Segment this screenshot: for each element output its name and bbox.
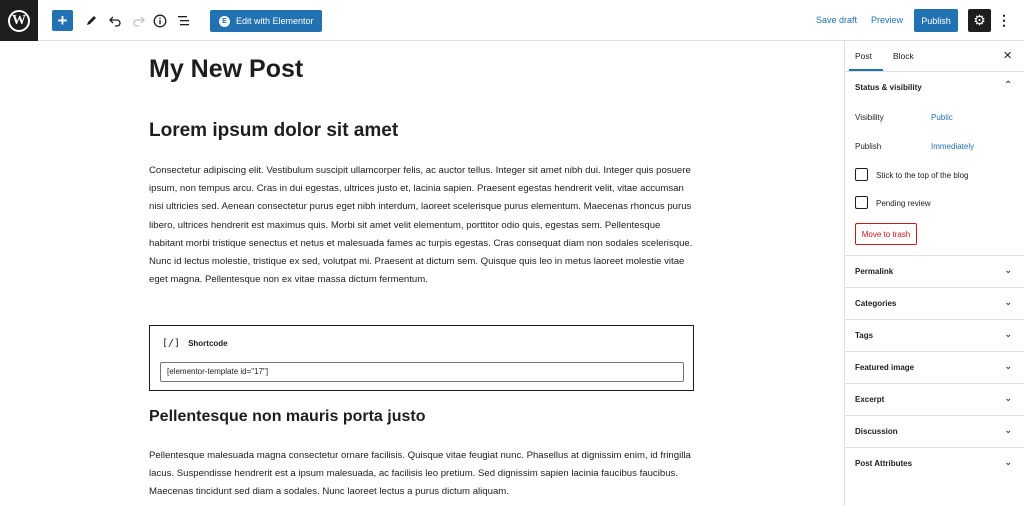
panel-title: Tags xyxy=(855,331,874,340)
wordpress-icon: W xyxy=(8,10,30,32)
chevron-down-icon: ⌄ xyxy=(1004,393,1013,404)
close-icon: ✕ xyxy=(1003,50,1013,62)
undo-button[interactable] xyxy=(106,10,124,31)
more-options-button[interactable] xyxy=(998,10,1010,31)
sticky-checkbox[interactable] xyxy=(855,168,868,181)
panel-title: Excerpt xyxy=(855,395,885,404)
panel-title: Categories xyxy=(855,299,897,308)
publish-date-link[interactable]: Immediately xyxy=(931,142,975,151)
settings-button[interactable] xyxy=(968,9,991,32)
close-sidebar-button[interactable] xyxy=(1003,49,1012,62)
tags-panel-toggle[interactable] xyxy=(845,320,1024,352)
pencil-icon xyxy=(85,14,98,27)
publish-label: Publish xyxy=(855,142,882,151)
edit-with-elementor-button[interactable] xyxy=(210,10,322,32)
sticky-label: Stick to the top of the blog xyxy=(876,171,969,180)
preview-button[interactable]: Preview xyxy=(871,15,904,25)
shortcode-input[interactable]: [elementor-template id="17"] xyxy=(160,362,684,382)
chevron-down-icon: ⌄ xyxy=(1004,457,1013,468)
info-icon xyxy=(153,14,167,28)
status-visibility-title: Status & visibility xyxy=(855,83,922,92)
paragraph-block[interactable]: Consectetur adipiscing elit. Vestibulum suscipit ullamcorper felis, ac auctor tellus. Integer sit amet nibh dui. Integer quis posuere ipsum, non tempus arcu. Cras in dui egestas, ultrices justo et, lacinia sapien. Praesent egestas hendrerit velit, vitae accumsan nisi ultricies sed. Aenean consectetur purus eget nibh interdum, laoreet scelerisque purus elementum. Maecenas rhoncus purus libero, ultrices hendrerit est maximus quis. Morbi sit amet velit elementum, porttitor odio quis, egestas sem. Pellentesque habitant morbi tristique senectus et netus et malesuada fames ac turpis egestas. Cras consequat diam non sodales scelerisque. Nunc id lectus molestie, tristique ex sed, volutpat mi. Praesent at dictum sem. Quisque quis leo in metus laoreet molestie vitae eget magna. Pellentesque non ex vitae massa dictum fermentum. xyxy=(149,165,693,286)
list-view-icon xyxy=(177,14,191,27)
panel-title: Post Attributes xyxy=(855,459,913,468)
gear-icon: ⚙ xyxy=(973,12,986,28)
tab-post[interactable]: Post xyxy=(855,51,873,61)
plus-icon: + xyxy=(57,10,68,30)
featured-image-panel-toggle[interactable] xyxy=(845,352,1024,384)
redo-icon xyxy=(132,14,145,27)
shortcode-icon: [/] xyxy=(162,338,181,349)
settings-sidebar xyxy=(844,41,1024,506)
shortcode-block[interactable] xyxy=(149,325,694,391)
redo-button[interactable] xyxy=(129,10,147,31)
chevron-down-icon: ⌄ xyxy=(1004,329,1013,340)
excerpt-panel-toggle[interactable] xyxy=(845,384,1024,416)
panel-title: Permalink xyxy=(855,267,894,276)
add-block-button[interactable] xyxy=(52,10,73,31)
panel-title: Discussion xyxy=(855,427,898,436)
undo-icon xyxy=(109,14,122,27)
chevron-down-icon: ⌄ xyxy=(1004,361,1013,372)
shortcode-block-header xyxy=(162,338,228,349)
tools-button[interactable] xyxy=(82,10,100,31)
pending-review-label: Pending review xyxy=(876,199,931,208)
active-tab-indicator xyxy=(849,69,883,71)
edit-with-elementor-label: Edit with Elementor xyxy=(236,16,314,26)
pending-review-checkbox[interactable] xyxy=(855,196,868,209)
vertical-ellipsis-icon: ⋮ xyxy=(997,12,1011,28)
heading-block[interactable]: Lorem ipsum dolor sit amet xyxy=(149,120,399,141)
chevron-down-icon: ⌄ xyxy=(1004,265,1013,276)
shortcode-block-label: Shortcode xyxy=(188,339,228,348)
editor-canvas xyxy=(0,41,845,506)
permalink-panel-toggle[interactable] xyxy=(845,256,1024,288)
save-draft-button[interactable]: Save draft xyxy=(816,15,858,25)
editor-toolbar xyxy=(0,0,1024,41)
paragraph-block[interactable]: Pellentesque malesuada magna consectetur ornare facilisis. Quisque vitae feugiat nunc. Phasellus at dignissim enim, id fringilla lacus. Suspendisse hendrerit est a ipsum malesuada, ac facilisis leo pretium. Sed dignissim sapien lacinia faucibus faucibus. Maecenas tincidunt sed diam a sodales. Nunc laoreet lectus a purus dictum aliquam. xyxy=(149,450,691,498)
heading-block[interactable]: Pellentesque non mauris porta justo xyxy=(149,408,426,425)
list-view-button[interactable] xyxy=(175,10,193,31)
chevron-down-icon: ⌄ xyxy=(1004,425,1013,436)
categories-panel-toggle[interactable] xyxy=(845,288,1024,320)
panel-title: Featured image xyxy=(855,363,915,372)
tab-block[interactable]: Block xyxy=(893,51,914,61)
elementor-icon: E xyxy=(219,16,230,27)
move-to-trash-button[interactable]: Move to trash xyxy=(855,223,917,245)
post-attributes-panel-toggle[interactable] xyxy=(845,448,1024,480)
wordpress-logo-button[interactable] xyxy=(0,0,38,41)
visibility-value-link[interactable]: Public xyxy=(931,113,953,122)
discussion-panel-toggle[interactable] xyxy=(845,416,1024,448)
post-title[interactable]: My New Post xyxy=(149,55,304,83)
chevron-up-icon: ⌃ xyxy=(1004,80,1013,91)
chevron-down-icon: ⌄ xyxy=(1004,297,1013,308)
sidebar-tabs xyxy=(845,41,1024,72)
visibility-label: Visibility xyxy=(855,113,884,122)
status-visibility-panel-toggle[interactable] xyxy=(845,72,1024,104)
details-button[interactable] xyxy=(151,10,169,31)
publish-button[interactable]: Publish xyxy=(914,9,958,32)
